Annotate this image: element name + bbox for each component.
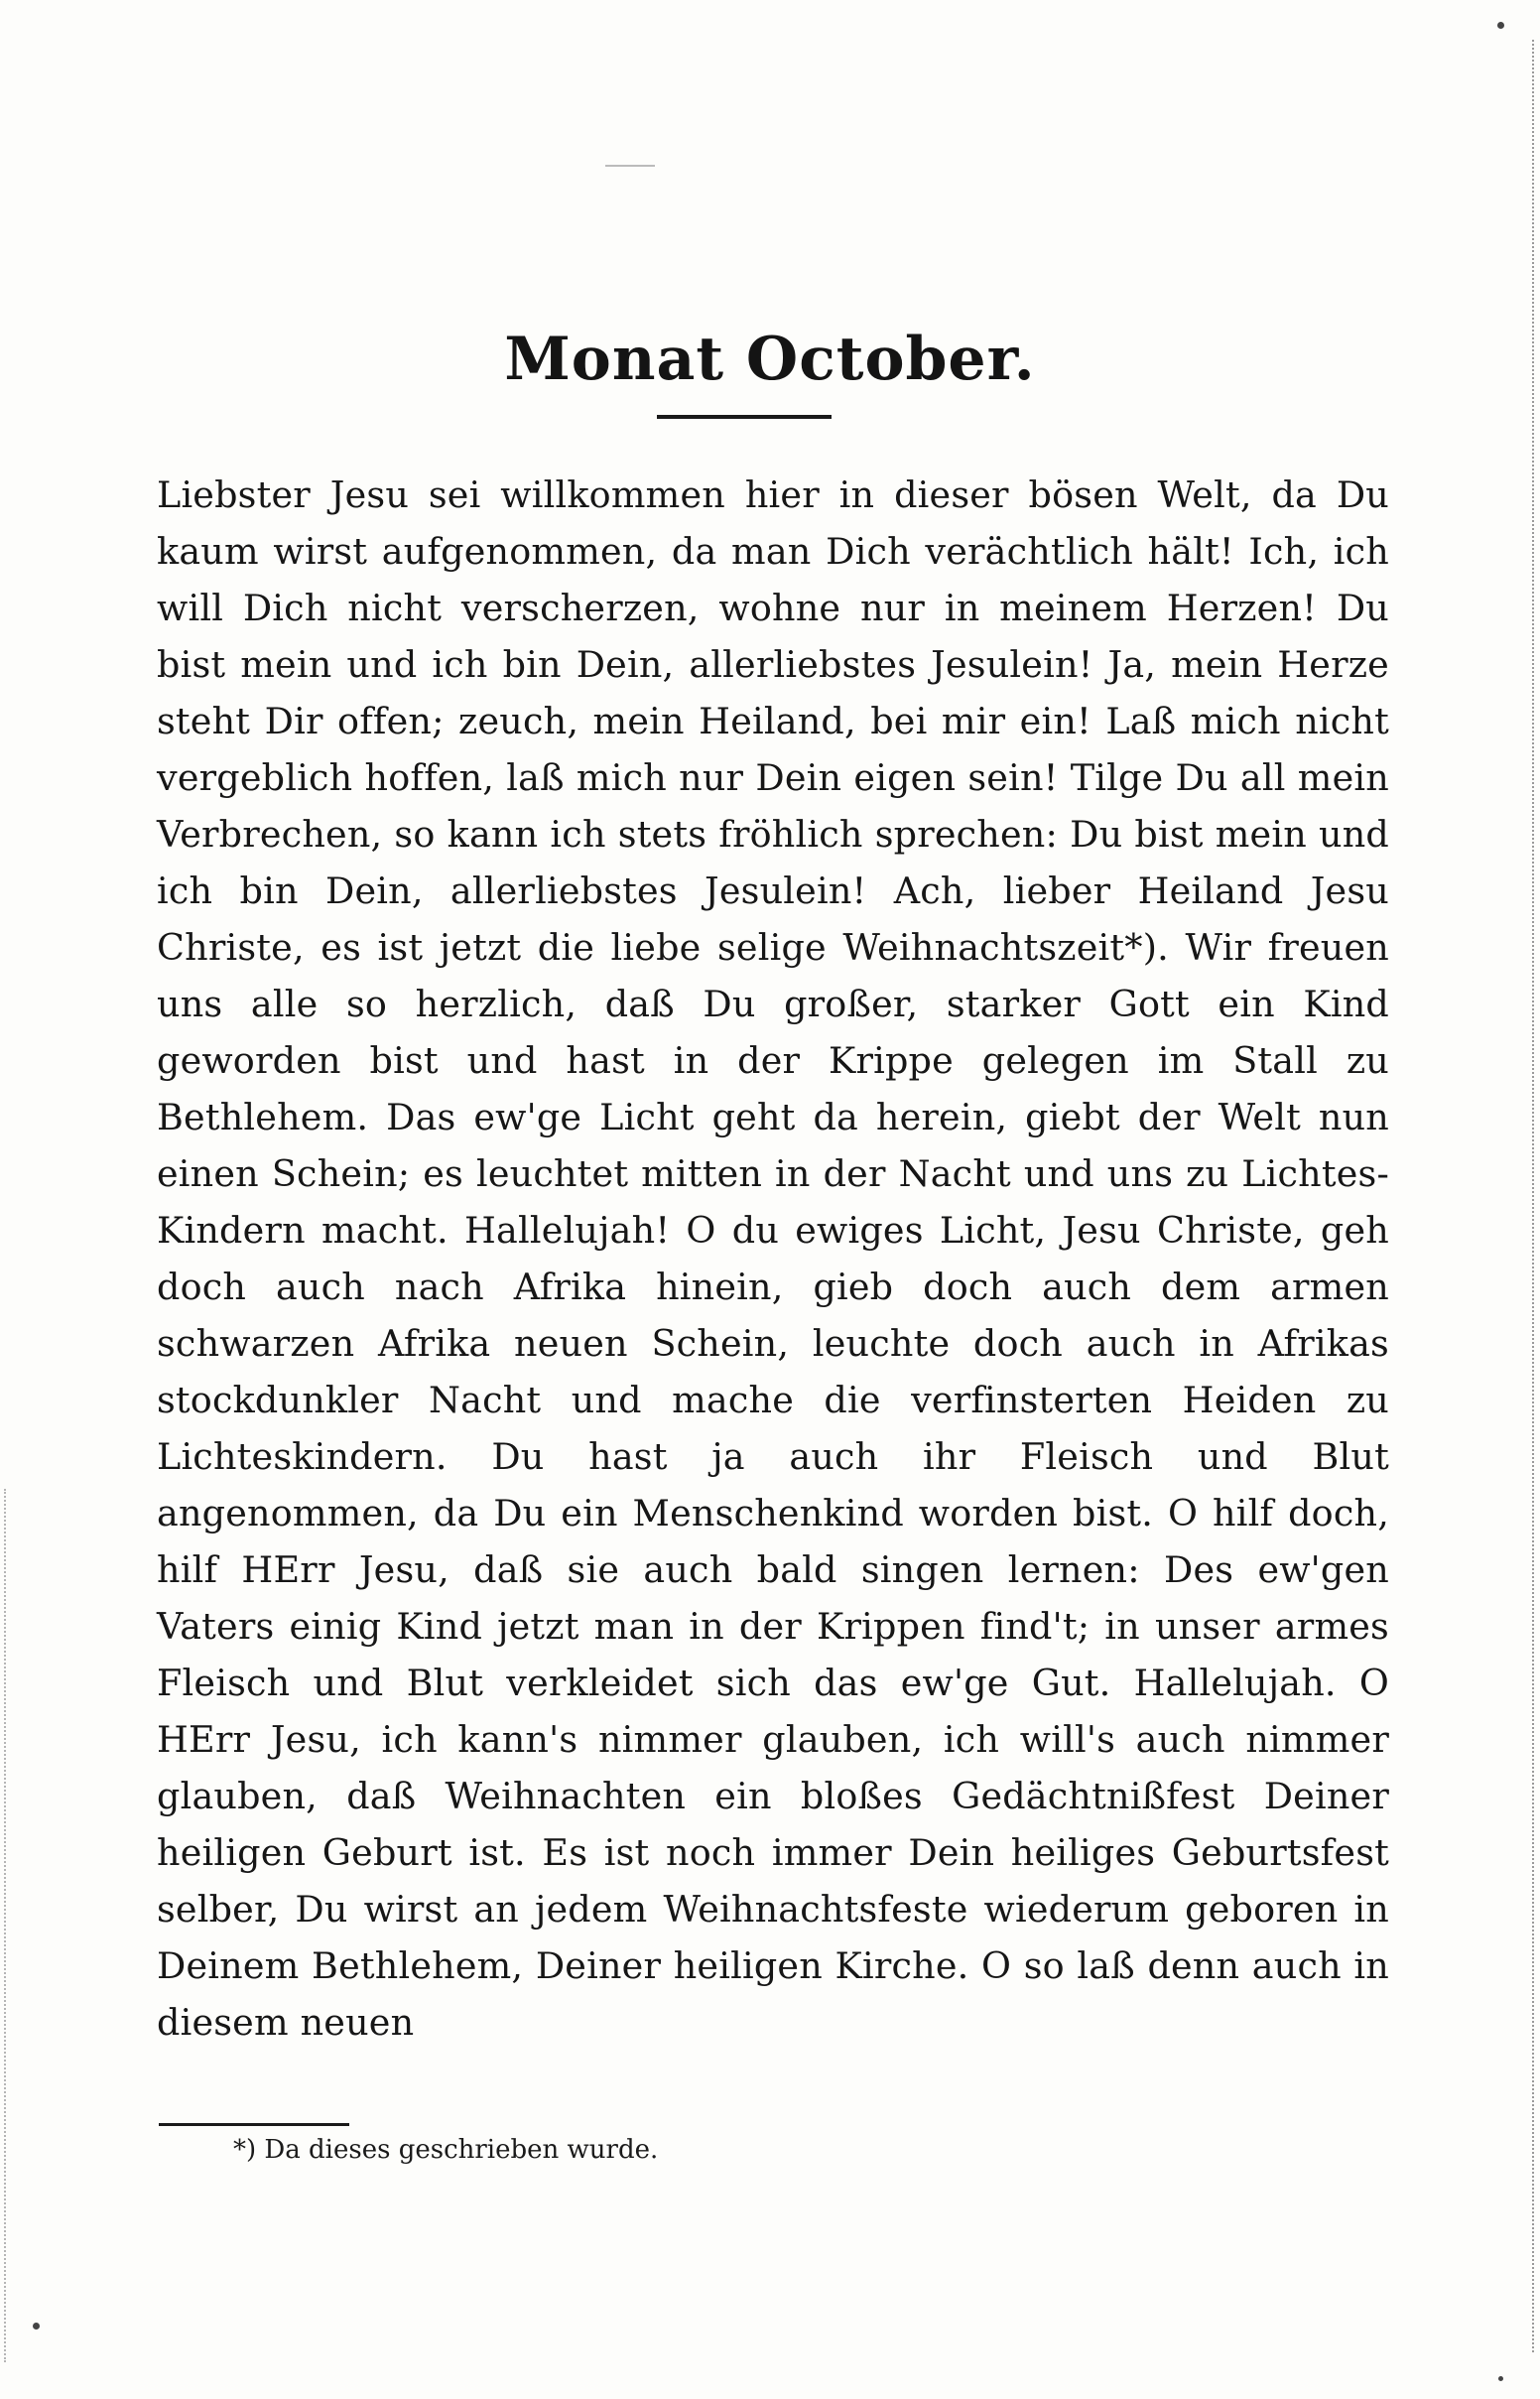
page-title: Monat October. (504, 325, 1036, 395)
page-edge-left (4, 1489, 8, 2362)
speck-mark (1497, 22, 1504, 29)
header-mark (605, 165, 655, 167)
speck-mark (1498, 2376, 1503, 2381)
footnote: *) Da dieses geschrieben wurde. (233, 2135, 659, 2165)
body-paragraph: Liebster Jesu sei willkommen hier in dieser bösen Welt, da Du kaum wirst aufgenommen, da man Dich verächtlich hält! Ich, ich will Dich nicht verscherzen, wohne nur in meinem Herzen! Du bist mein und ich bin Dein, allerliebstes Jesulein! Ja, mein Herze steht Dir offen; zeuch, mein Heiland, bei mir ein! Laß mich nicht vergeblich hoffen, laß mich nur Dein eigen sein! Tilge Du all mein Verbrechen, so kann ich stets fröhlich sprechen: Du bist mein und ich bin Dein, allerliebstes Jesulein! Ach, lieber Heiland Jesu Christe, es ist jetzt die liebe selige Weihnachtszeit*). Wir freuen uns alle so herzlich, daß Du großer, starker Gott ein Kind geworden bist und hast in der Krippe gelegen im Stall zu Bethlehem. Das ew'ge Licht geht da herein, giebt der Welt nun einen Schein; es leuchtet mitten in der Nacht und uns zu Lichtes-Kindern macht. Hallelujah! O du ewiges Licht, Jesu Christe, geh doch auch nach Afrika hinein, gieb doch auch dem armen schwarzen Afrika neuen Schein, leuchte doch auch in Afrikas stockdunkler Nacht und mache die verfinsterten Heiden zu Lichteskindern. Du hast ja auch ihr Fleisch und Blut angenommen, da Du ein Menschenkind worden bist. O hilf doch, hilf HErr Jesu, daß sie auch bald singen lernen: Des ew'gen Vaters einig Kind jetzt man in der Krippen find't; in unser armes Fleisch und Blut verkleidet sich das ew'ge Gut. Hallelujah. O HErr Jesu, ich kann's nimmer glauben, ich will's auch nimmer glauben, daß Weihnachten ein bloßes Gedächtnißfest Deiner heiligen Geburt ist. Es ist noch immer Dein heiliges Geburtsfest selber, Du wirst an jedem Weihnachtsfeste wiederum geboren in Deinem Bethlehem, Deiner heiligen Kirche. O so laß denn auch in diesem neuen (157, 473, 1389, 2044)
title-rule (657, 415, 832, 419)
speck-mark (33, 2323, 40, 2330)
footnote-rule (159, 2123, 349, 2126)
